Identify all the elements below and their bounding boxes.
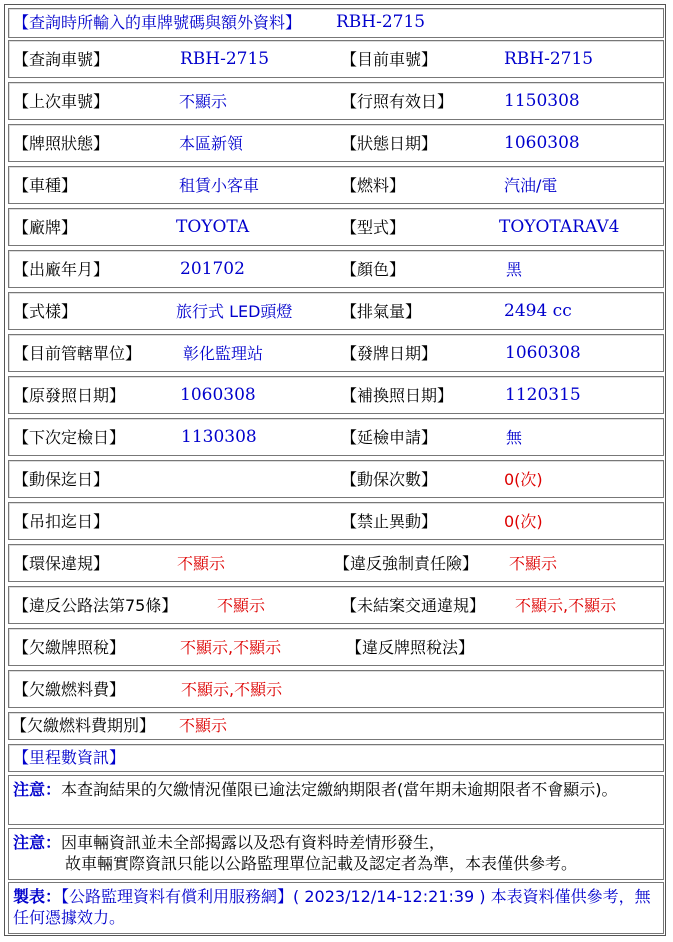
label-mortgage-count: 【動保次數】 bbox=[341, 470, 438, 489]
row-fuel-period bbox=[8, 712, 664, 740]
label-traffic-violation: 【未結案交通違規】 bbox=[341, 596, 486, 615]
label-status-date: 【狀態日期】 bbox=[341, 134, 438, 153]
value-mortgage-count: 0(次) bbox=[504, 470, 543, 489]
label-fuel-period: 【欠繳燃料費期別】 bbox=[11, 716, 156, 735]
note-overdue bbox=[8, 775, 664, 825]
label-mortgage-end: 【動保迄日】 bbox=[13, 470, 110, 489]
row-style bbox=[8, 292, 664, 330]
label-insurance-violation: 【違反強制責任險】 bbox=[334, 554, 479, 573]
value-fuel-fee: 不顯示,不顯示 bbox=[181, 680, 283, 699]
row-brand bbox=[8, 208, 664, 246]
row-next-inspection bbox=[8, 418, 664, 456]
label-model: 【型式】 bbox=[341, 218, 406, 237]
query-header bbox=[8, 8, 664, 38]
value-issue-date: 1060308 bbox=[505, 343, 581, 363]
value-current-plate: RBH-2715 bbox=[504, 49, 594, 69]
header-prefix: 【查詢時所輸入的車牌號碼與額外資料】 bbox=[13, 13, 302, 32]
value-inspection-delay: 無 bbox=[506, 428, 523, 447]
label-license-tax-law: 【違反牌照稅法】 bbox=[346, 638, 475, 657]
row-mortgage bbox=[8, 460, 664, 498]
note-disclaimer-line2: 故車輛實際資訊只能以公路監理單位記載及認定者為準，本表僅供參考。 bbox=[65, 854, 578, 873]
label-color: 【顏色】 bbox=[341, 260, 406, 279]
label-fuel: 【燃料】 bbox=[341, 176, 406, 195]
row-prev-plate bbox=[8, 82, 664, 120]
value-reissue-date: 1120315 bbox=[505, 385, 581, 405]
row-env-violation bbox=[8, 544, 664, 582]
row-plate bbox=[8, 40, 664, 78]
footer-note bbox=[8, 882, 664, 934]
value-displacement: 2494 cc bbox=[504, 301, 572, 321]
footer-text: 【公路監理資料有償利用服務網】( 2023/12/14-12:21:39 ) 本表資料僅供參考，無任何憑據效力。 bbox=[13, 887, 651, 927]
row-vehicle-type bbox=[8, 166, 664, 204]
value-env-violation: 不顯示 bbox=[177, 554, 226, 573]
row-orig-issue bbox=[8, 376, 664, 414]
label-license-valid: 【行照有效日】 bbox=[341, 92, 454, 111]
row-fuel-fee bbox=[8, 670, 664, 708]
label-displacement: 【排氣量】 bbox=[341, 302, 422, 321]
label-plate-status: 【牌照狀態】 bbox=[13, 134, 110, 153]
value-brand: TOYOTA bbox=[176, 217, 250, 237]
label-transfer-ban: 【禁止異動】 bbox=[341, 512, 438, 531]
row-manufacture bbox=[8, 250, 664, 288]
header-plate: RBH-2715 bbox=[336, 12, 426, 32]
note-disclaimer-line1: 因車輛資訊並未全部揭露以及恐有資料時差情形發生， bbox=[61, 833, 446, 852]
value-insurance-violation: 不顯示 bbox=[509, 554, 558, 573]
value-transfer-ban: 0(次) bbox=[504, 512, 543, 531]
value-orig-issue: 1060308 bbox=[180, 385, 256, 405]
value-next-inspection: 1130308 bbox=[181, 427, 257, 447]
label-env-violation: 【環保違規】 bbox=[13, 554, 110, 573]
label-current-plate: 【目前車號】 bbox=[341, 50, 438, 69]
value-license-valid: 1150308 bbox=[504, 91, 580, 111]
value-model: TOYOTARAV4 bbox=[499, 217, 620, 237]
value-color: 黑 bbox=[506, 260, 523, 279]
label-license-tax: 【欠繳牌照稅】 bbox=[13, 638, 126, 657]
value-highway-act: 不顯示 bbox=[217, 596, 266, 615]
value-query-plate: RBH-2715 bbox=[180, 49, 270, 69]
label-manufacture: 【出廠年月】 bbox=[13, 260, 110, 279]
label-issue-date: 【發牌日期】 bbox=[341, 344, 438, 363]
note-disclaimer bbox=[8, 828, 664, 880]
footer-tag: 製表： bbox=[13, 887, 62, 906]
value-jurisdiction: 彰化監理站 bbox=[183, 344, 264, 363]
row-mileage bbox=[8, 744, 664, 772]
label-inspection-delay: 【延檢申請】 bbox=[341, 428, 438, 447]
row-suspension bbox=[8, 502, 664, 540]
value-traffic-violation: 不顯示,不顯示 bbox=[515, 596, 617, 615]
value-fuel-period: 不顯示 bbox=[179, 716, 228, 735]
value-vehicle-type: 租賃小客車 bbox=[179, 176, 260, 195]
row-highway-act bbox=[8, 586, 664, 624]
value-plate-status: 本區新領 bbox=[179, 134, 244, 153]
label-prev-plate: 【上次車號】 bbox=[13, 92, 110, 111]
label-brand: 【廠牌】 bbox=[13, 218, 78, 237]
label-jurisdiction: 【目前管轄單位】 bbox=[13, 344, 142, 363]
note-overdue-tag: 注意： bbox=[13, 780, 62, 799]
label-next-inspection: 【下次定檢日】 bbox=[13, 428, 126, 447]
label-style: 【式樣】 bbox=[13, 302, 78, 321]
label-highway-act: 【違反公路法第75條】 bbox=[13, 596, 178, 615]
label-orig-issue: 【原發照日期】 bbox=[13, 386, 126, 405]
value-status-date: 1060308 bbox=[504, 133, 580, 153]
row-jurisdiction bbox=[8, 334, 664, 372]
value-prev-plate: 不顯示 bbox=[179, 92, 228, 111]
note-disclaimer-tag: 注意： bbox=[13, 833, 62, 852]
label-query-plate: 【查詢車號】 bbox=[13, 50, 110, 69]
label-vehicle-type: 【車種】 bbox=[13, 176, 78, 195]
value-manufacture: 201702 bbox=[180, 259, 245, 279]
mileage-title: 【里程數資訊】 bbox=[13, 748, 126, 767]
label-fuel-fee: 【欠繳燃料費】 bbox=[13, 680, 126, 699]
label-suspension-end: 【吊扣迄日】 bbox=[13, 512, 110, 531]
row-license-tax bbox=[8, 628, 664, 666]
label-reissue-date: 【補換照日期】 bbox=[341, 386, 454, 405]
value-style: 旅行式 LED頭燈 bbox=[176, 302, 293, 321]
value-fuel: 汽油/電 bbox=[504, 176, 558, 195]
note-overdue-text: 本查詢結果的欠繳情況僅限已逾法定繳納期限者(當年期未逾期限者不會顯示)。 bbox=[61, 780, 618, 799]
value-license-tax: 不顯示,不顯示 bbox=[180, 638, 282, 657]
row-plate-status bbox=[8, 124, 664, 162]
